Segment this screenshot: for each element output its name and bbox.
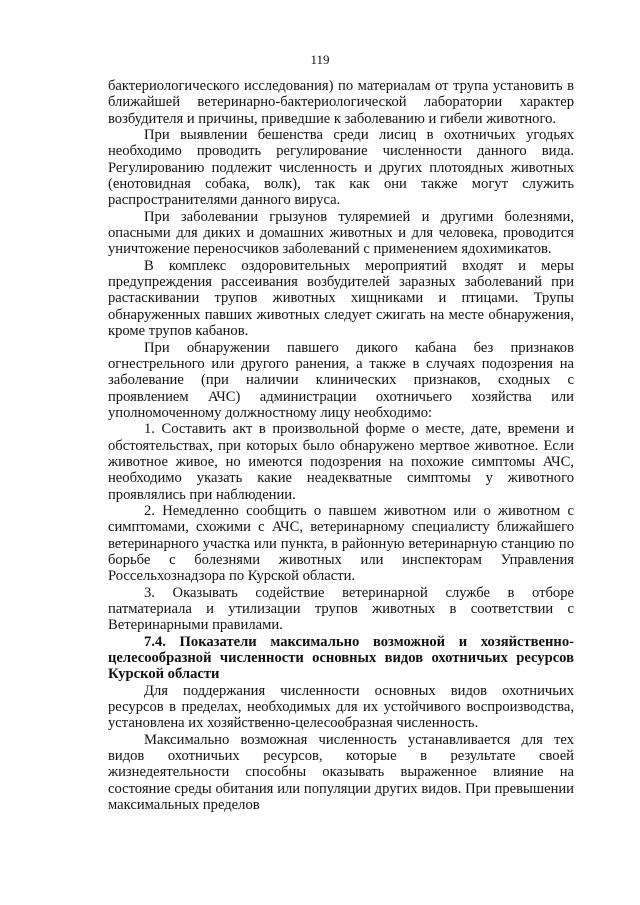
list-item-2: 2. Немедленно сообщить о павшем животном или о животном с симптомами, схожими с АЧС, ветеринарному специалисту ближайшего ветеринарного участка или пункта, в районную ветеринарную станцию по борьбе с болезнями животных или инспекторам Управления Россельхознадзора по Курской области.	[108, 502, 574, 585]
paragraph-boar-discovery: При обнаружении павшего дикого кабана без признаков огнестрельного или другого ранения, а также в случаях подозрения на заболевание (при наличии клинических признаков, сходных с проявлением АЧС) администрации охотничьего хозяйства или уполномоченному должностному лицу необходимо:	[108, 339, 574, 421]
section-heading: 7.4. Показатели максимально возможной и хозяйственно-целесообразной численности основных видов охотничьих ресурсов Курской области	[108, 633, 574, 683]
paragraph-prevention: В комплекс оздоровительных мероприятий входят и меры предупреждения рассеивания возбудителей заразных заболеваний при растаскивании трупов животных хищниками и птицами. Трупы обнаруженных павших животных следует сжигать на месте обнаружения, кроме трупов кабанов.	[108, 257, 574, 340]
paragraph-continuation: бактериологического исследования) по материалам от трупа установить в ближайшей ветеринарно-бактериологической лаборатории характер возбудителя и причины, приведшие к заболеванию и гибели животного.	[108, 78, 574, 127]
list-item-1: 1. Составить акт в произвольной форме о месте, дате, времени и обстоятельствах, при которых было обнаружено мертвое животное. Если животное живое, но имеются подозрения на похожие симптомы АЧС, необходимо указать какие неадекватные симптомы у животного проявлялись при наблюдении.	[108, 421, 574, 503]
paragraph-rabies: При выявлении бешенства среди лисиц в охотничьих угодьях необходимо проводить регулирование численности данного вида. Регулированию подлежит численность и других плотоядных животных (енотовидная собака, волк), так как они также могут служить распространителями данного вируса.	[108, 127, 574, 209]
paragraph-population-support: Для поддержания численности основных видов охотничьих ресурсов в пределах, необходимых для их устойчивого воспроизводства, установлена их хозяйственно-целесообразная численность.	[108, 682, 574, 732]
list-item-3: 3. Оказывать содействие ветеринарной службе в отборе патматериала и утилизации трупов животных в соответствии с Ветеринарными правилами.	[108, 584, 574, 634]
paragraph-tularemia: При заболевании грызунов туляремией и другими болезнями, опасными для диких и домашних животных и для человека, проводится уничтожение переносчиков заболеваний с применением ядохимикатов.	[108, 208, 574, 258]
page-number: 119	[310, 52, 330, 67]
paragraph-max-population: Максимально возможная численность устанавливается для тех видов охотничьих ресурсов, которые в результате своей жизнедеятельности способны оказывать выраженное влияние на состояние среды обитания или популяции других видов. При превышении максимальных пределов	[108, 731, 574, 814]
page-body	[108, 78, 574, 813]
